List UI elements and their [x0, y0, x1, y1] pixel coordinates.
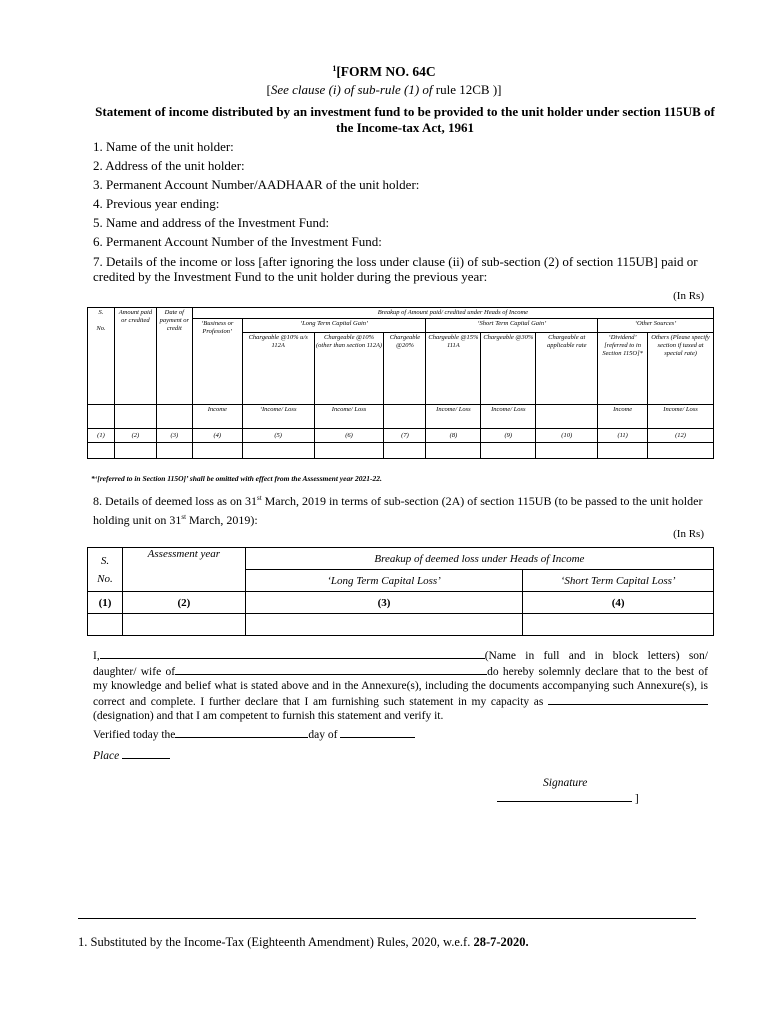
breakup-header: Breakup of Amount paid/ credited under Heads of Income [192, 308, 713, 319]
blank-cell[interactable] [156, 443, 192, 459]
blank-cell[interactable] [242, 443, 314, 459]
signature-label: Signature [543, 777, 588, 789]
column-index: (7) [384, 429, 426, 443]
blank-cell[interactable] [114, 443, 156, 459]
statement-heading: Statement of income distributed by an investment fund to be provided to the unit holder under section 115UB of the Income-tax Act, 1961 [95, 104, 715, 135]
row-label: Income [598, 405, 648, 429]
blank-cell[interactable] [314, 443, 384, 459]
blank-cell[interactable] [384, 443, 426, 459]
field-fund-name-address: 5. Name and address of the Investment Fund: [93, 215, 330, 230]
field-unit-holder-address: 2. Address of the unit holder: [93, 158, 245, 173]
amount-header: Amount paid or credited [114, 308, 156, 405]
row-label: Income/ Loss [648, 405, 714, 429]
ltcg-header: ‘Long Term Capital Gain’ [242, 319, 426, 333]
currency-note: (In Rs) [673, 290, 704, 302]
column-index: (2) [114, 429, 156, 443]
sno-header: S. No. [88, 548, 123, 592]
row-label: Income/ Loss [314, 405, 384, 429]
field-fund-pan: 6. Permanent Account Number of the Investment Fund: [93, 234, 382, 249]
blank-cell[interactable] [122, 614, 245, 636]
blank-cell[interactable] [523, 614, 714, 636]
blank-cell[interactable] [88, 443, 115, 459]
column-index: (5) [242, 429, 314, 443]
sub-header: Chargeable @10% u/s 112A [242, 333, 314, 405]
table-cell [156, 405, 192, 429]
column-index: (1) [88, 429, 115, 443]
column-index: (8) [426, 429, 481, 443]
deemed-loss-table [87, 547, 714, 636]
verify-month-blank[interactable] [340, 727, 415, 738]
column-index: (6) [314, 429, 384, 443]
verify-date-blank[interactable] [175, 727, 308, 738]
income-table [87, 307, 714, 459]
blank-cell[interactable] [648, 443, 714, 459]
sub-header: Chargeable @20% [384, 333, 426, 405]
form-subtitle [0, 82, 768, 98]
column-index: (1) [88, 592, 123, 614]
subtitle-reference: See clause (i) of sub-rule (1) of [270, 82, 433, 97]
blank-cell[interactable] [536, 443, 598, 459]
subtitle-rule: rule 12CB )] [432, 82, 502, 97]
column-index: (9) [481, 429, 536, 443]
field-list [93, 140, 713, 286]
parent-name-blank[interactable] [175, 664, 487, 675]
table-cell [114, 405, 156, 429]
signature-blank[interactable] [497, 791, 632, 802]
other-sources-header: ‘Other Sources’ [598, 319, 714, 333]
sub-header: Chargeable @30% [481, 333, 536, 405]
sub-header: Others (Please specify section if taxed at special rate) [648, 333, 714, 405]
row-label [384, 405, 426, 429]
sub-header: Chargeable @15% 111A [426, 333, 481, 405]
field-previous-year: 4. Previous year ending: [93, 196, 220, 211]
column-index: (3) [245, 592, 523, 614]
blank-cell[interactable] [481, 443, 536, 459]
declaration: I, (Name in full and in block letters) son/ daughter/ wife of do hereby solemnly declare that to the best of my knowledge and belief what is stated above and in the Annexure(s), including the documents accompanying such Annexure(s), is correct and complete. I further declare that I am furnishing such statement in my capacity as (designation) and that I am competent to furnish this statement and verify it. [93, 650, 708, 722]
verification-line: Verified today the day of [93, 727, 415, 741]
place-blank[interactable] [122, 748, 170, 759]
blank-cell[interactable] [192, 443, 242, 459]
footnote-mark: 1 [332, 64, 337, 73]
capacity-blank[interactable] [548, 694, 708, 705]
footnote: 1. Substituted by the Income-Tax (Eighteenth Amendment) Rules, 2020, w.e.f. 28-7-2020. [78, 935, 529, 949]
blank-cell[interactable] [88, 614, 123, 636]
column-index: (4) [523, 592, 714, 614]
row-label [536, 405, 598, 429]
blank-cell[interactable] [245, 614, 523, 636]
stcg-header: ‘Short Term Capital Gain’ [426, 319, 598, 333]
field-income-details: 7. Details of the income or loss [after ignoring the loss under clause (ii) of sub-section (2) of section 115UB] paid or credited by the Investment Fund to the unit holder during the previous year: [93, 254, 698, 284]
currency-note: (In Rs) [673, 528, 704, 540]
form-number: [FORM NO. 64C [336, 64, 436, 79]
column-index: (3) [156, 429, 192, 443]
signature-line: ] [497, 791, 639, 805]
place-line: Place [93, 748, 170, 762]
sub-header: ‘Dividend’ [referred to in Section 115O]* [598, 333, 648, 405]
form-title [0, 64, 768, 80]
field-unit-holder-name: 1. Name of the unit holder: [93, 139, 234, 154]
name-blank[interactable] [100, 648, 485, 659]
sub-header: Chargeable @10% (other than section 112A) [314, 333, 384, 405]
subtitle-bracket: [ [266, 82, 271, 97]
row-label: Income/ Loss [426, 405, 481, 429]
date-header: Date of payment or credit [156, 308, 192, 405]
column-index: (2) [122, 592, 245, 614]
item-8-text: 8. Details of deemed loss as on 31st March, 2019 in terms of sub-section (2A) of section 115UB (to be passed to the unit holder holding unit on 31st March, 2019): [93, 494, 703, 527]
blank-cell[interactable] [426, 443, 481, 459]
field-unit-holder-pan: 3. Permanent Account Number/AADHAAR of the unit holder: [93, 177, 420, 192]
blank-cell[interactable] [598, 443, 648, 459]
table-cell [88, 405, 115, 429]
row-label: Income [192, 405, 242, 429]
sno-header: S. No. [88, 308, 115, 405]
row-label: Income/ Loss [481, 405, 536, 429]
column-index: (4) [192, 429, 242, 443]
column-index: (12) [648, 429, 714, 443]
deemed-loss-breakup-header: Breakup of deemed loss under Heads of Income [245, 548, 713, 570]
column-index: (11) [598, 429, 648, 443]
sub-header: Chargeable at applicable rate [536, 333, 598, 405]
assessment-year-header: Assessment year [122, 548, 245, 592]
stcl-header: ‘Short Term Capital Loss’ [523, 570, 714, 592]
ltcl-header: ‘Long Term Capital Loss’ [245, 570, 523, 592]
footnote-divider [78, 918, 696, 919]
row-label: ‘Income/ Loss [242, 405, 314, 429]
dividend-note: *‘[referred to in Section 115O]’ shall be omitted with effect from the Assessment year 2021-22. [91, 474, 382, 483]
column-index: (10) [536, 429, 598, 443]
business-header: ‘Business or Profession’ [192, 319, 242, 405]
